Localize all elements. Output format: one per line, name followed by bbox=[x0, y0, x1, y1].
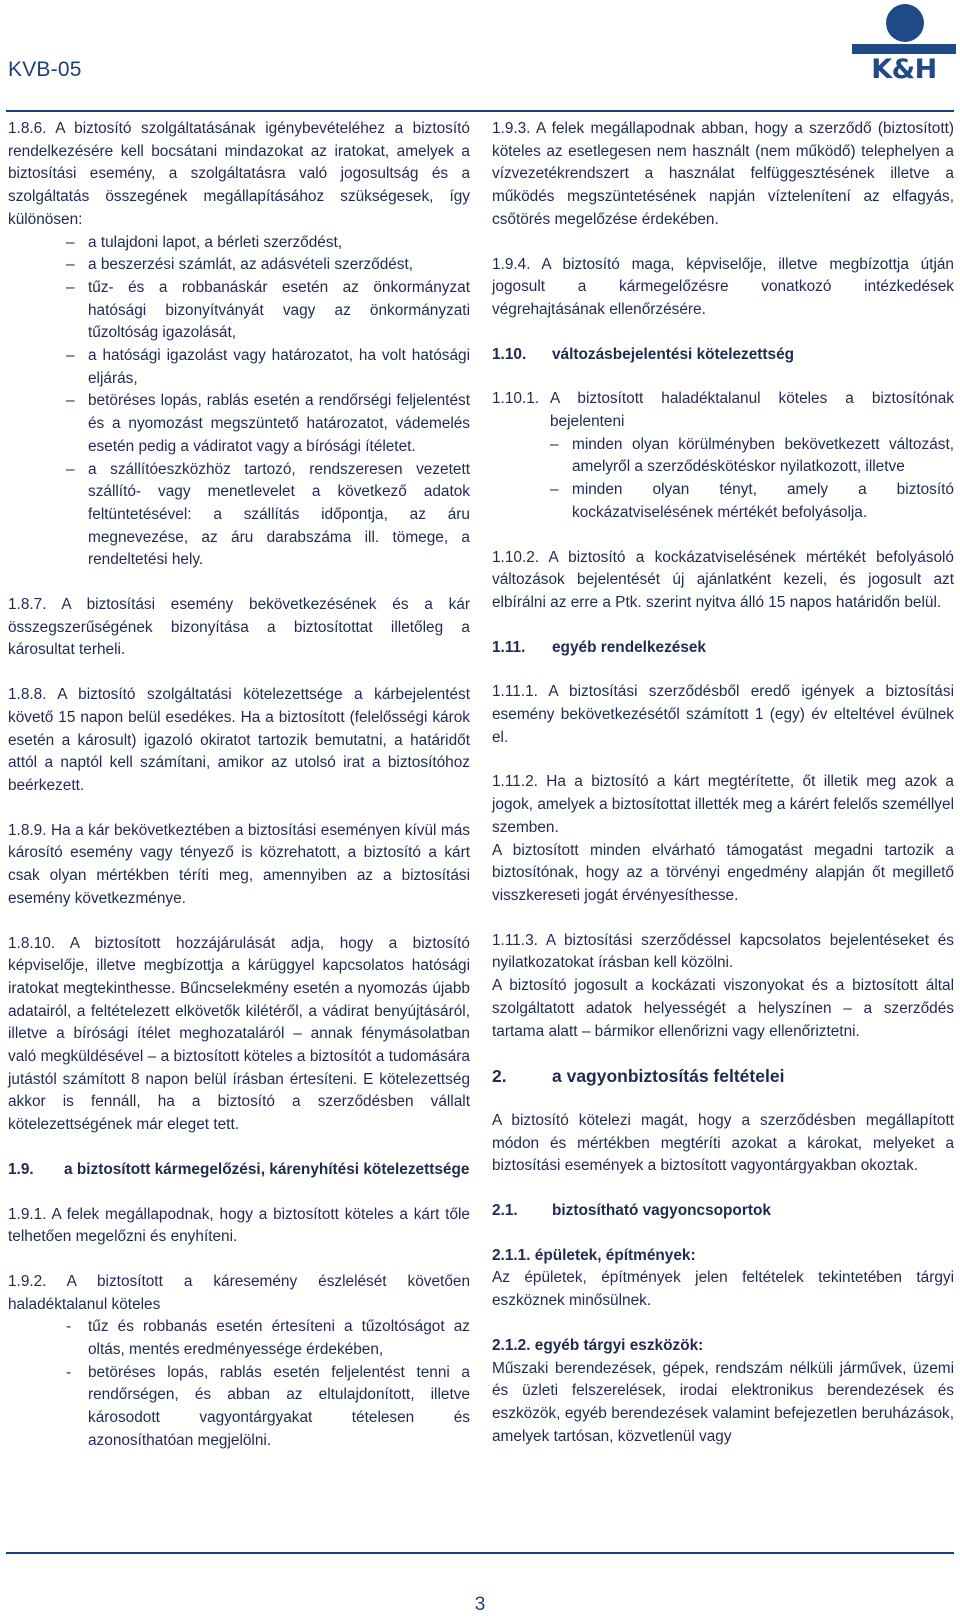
footer-divider bbox=[6, 1552, 954, 1554]
section-heading-1-10 bbox=[492, 344, 954, 367]
paragraph-2-1-1: Az épületek, építmények jelen feltételek tekintetében tárgyi eszköznek minősülnek. bbox=[492, 1269, 954, 1310]
list-item: – a hatósági igazolást vagy határozatot, ha volt hatósági eljárás, bbox=[8, 345, 470, 390]
subsection-heading-2-1-2: 2.1.2. egyéb tárgyi eszközök: bbox=[492, 1336, 704, 1354]
logo-wordmark: K&H bbox=[871, 54, 937, 85]
paragraph-1-11-3: 1.11.3. A biztosítási szerződéssel kapcsolatos bejelentéseket és nyilatkozatokat írásban kell közölni. bbox=[492, 931, 954, 972]
section-number: 1.11. bbox=[492, 638, 526, 656]
section-number: 1.10. bbox=[492, 345, 527, 363]
paragraph-1-9-1: 1.9.1. A felek megállapodnak, hogy a biztosított köteles a kárt tőle telhetően megelőzni és enyhíteni. bbox=[8, 1205, 470, 1246]
section-heading-1-11 bbox=[492, 637, 954, 660]
paragraph-1-9-4: 1.9.4. A biztosító maga, képviselője, illetve megbízottja útján jogosult a kármegelőzésre vonatkozó intézkedések végrehajtásának ellenőrzésére. bbox=[492, 255, 954, 318]
section-title: a biztosított kármegelőzési, kárenyhítési kötelezettsége bbox=[64, 1160, 470, 1178]
paragraph-1-8-10: 1.8.10. A biztosított hozzájárulását adja, hogy a biztosító képviselője, illetve megbízottja a kárüggyel kapcsolatos hatósági iratokat megtekinthesse. Bűncselekmény esetén a nyomozás újabb adatairól, a feltételezett elkövetők kilétéről, a vádirat benyújtásáról, illetve a bírósági ítélet meghozataláról – annak fénymásolatban való megküldésével – a biztosított köteles a biztosítót a tudomására jutástól számított 8 napon belül írásban értesíteni. E kötelezettség akkor is fennáll, ha a biztosító a szerződésben vállalt kötelezettségének már eleget tett. bbox=[8, 934, 470, 1134]
paragraph-1-8-9: 1.8.9. Ha a kár bekövetkeztében a biztosítási eseményen kívül más károsító esemény vagy tényező is közrehatott, a biztosító a kárt csak olyan mértékben téríti meg, amennyiben az a biztosítási esemény következménye. bbox=[8, 821, 470, 907]
section-heading-1-9 bbox=[8, 1159, 470, 1182]
list-item: – betöréses lopás, rablás esetén a rendőrségi feljelentést és a nyomozást megszüntető határozatot, vádemelés esetén pedig a vádiratot vagy a bírósági ítéletet. bbox=[8, 390, 470, 458]
paragraph-1-10-1 bbox=[492, 388, 954, 433]
paragraph-1-9-2: 1.9.2. A biztosított a káresemény észlelését követően haladéktalanul köteles bbox=[8, 1272, 470, 1313]
list-item: - betöréses lopás, rablás esetén feljelentést tenni a rendőrségen, és abban az eltulajdonított, illetve károsodott vagyontárgyakat tételesen és azonosíthatóan megjelölni. bbox=[8, 1362, 470, 1453]
paragraph-1-11-2: 1.11.2. Ha a biztosító a kárt megtérítette, őt illetik meg azok a jogok, amelyek a biztosítottat illették meg a kárért felelős személlyel szemben. bbox=[492, 773, 954, 836]
obligations-list bbox=[8, 1316, 470, 1452]
list-item: – a szállítóeszközhöz tartozó, rendszeresen vezetett szállító- vagy menetlevelet a következő adatok feltüntetésével: a szállítás időpontja, az áru megnevezése, az áru darabszáma ill. tömege, a rendeltetési hely. bbox=[8, 459, 470, 573]
section-heading-2 bbox=[492, 1065, 954, 1088]
paragraph-1-8-8: 1.8.8. A biztosító szolgáltatási kötelezettsége a kárbejelentést követő 15 napon belül esedékes. Ha a biztosított (felelősségi károk esetén a károsult) igazoló okiratot tartozik bemutatni, a határidőt attól a naptól kell számítani, amikor az utolsó irat a biztosítóhoz beérkezett. bbox=[8, 686, 470, 794]
left-column bbox=[8, 118, 470, 1475]
paragraph-text: A biztosított haladéktalanul köteles a biztosítónak bejelenteni bbox=[550, 390, 954, 431]
paragraph-number: 1.10.1. bbox=[492, 390, 540, 408]
subsection-heading-2-1-1: 2.1.1. épületek, építmények: bbox=[492, 1246, 696, 1264]
paragraph-1-11-2-cont: A biztosított minden elvárható támogatást megadni tartozik a biztosítónak, hogy az a törvényi engedmény alapján őt megillető visszkereseti jogát érvényesíthesse. bbox=[492, 841, 954, 904]
paragraph-1-8-6: 1.8.6. A biztosító szolgáltatásának igénybevételéhez a biztosító rendelkezésére kell bocsátani mindazokat az iratokat, amelyek a biztosítási esemény, a szolgáltatásra való jogosultság és a szolgáltatás összegének megállapításához szükségesek, így különösen: bbox=[8, 120, 470, 228]
list-item: – a tulajdoni lapot, a bérleti szerződést, bbox=[8, 232, 470, 255]
paragraph-2: A biztosító kötelezi magát, hogy a szerződésben megállapított módon és mértékben megtéríti azokat a károkat, melyeket a biztosítási események a biztosított vagyontárgyakban okoztak. bbox=[492, 1111, 954, 1175]
list-item: - tűz és robbanás esetén értesíteni a tűzoltóságot az oltás, mentés eredményessége érdekében, bbox=[8, 1316, 470, 1361]
paragraph-2-1-2: Műszaki berendezések, gépek, rendszám nélküli járművek, üzemi és üzleti felszerelések, irodai elektronikus berendezések és eszközök, egyéb berendezések valamint befejezetlen beruházások, amelyek tartósan, közvetlenül vagy bbox=[492, 1359, 954, 1445]
list-item: – a beszerzési számlát, az adásvételi szerződést, bbox=[8, 254, 470, 277]
paragraph-1-11-1: 1.11.1. A biztosítási szerződésből eredő igények a biztosítási esemény bekövetkezésétől számított 1 (egy) év elteltével évülnek el. bbox=[492, 683, 954, 746]
section-number: 2. bbox=[492, 1066, 507, 1087]
list-item: – minden olyan tényt, amely a biztosító kockázatviselésének mértékét befolyásolja. bbox=[492, 479, 954, 524]
paragraph-1-9-3: 1.9.3. A felek megállapodnak abban, hogy a szerződő (biztosított) köteles az esetlegesen nem használt (nem működő) telephelyen a vízvezetékrendszert a használat felfüggesztésének illetve a működés megszüntetésének napján víztelenítení az elfagyás, csőtörés megelőzése érdekében. bbox=[492, 120, 954, 228]
section-title: a vagyonbiztosítás feltételei bbox=[552, 1066, 785, 1087]
section-title: egyéb rendelkezések bbox=[552, 638, 706, 656]
bank-logo bbox=[852, 4, 956, 86]
header-divider bbox=[6, 110, 954, 112]
page-number: 3 bbox=[474, 1594, 486, 1615]
paragraph-1-10-2: 1.10.2. A biztosító a kockázatviselésének mértékét befolyásoló változások bejelentését új ajánlatként kezeli, és jogosult azt elbírálni az erre a Ptk. szerint nyitva álló 15 napos határidőn belül. bbox=[492, 548, 954, 611]
section-number: 2.1. bbox=[492, 1202, 518, 1220]
section-number: 1.9. bbox=[8, 1160, 34, 1178]
section-title: biztosítható vagyoncsoportok bbox=[552, 1202, 771, 1220]
list-item: – minden olyan körülményben bekövetkezett változást, amelyről a szerződéskötéskor nyilatkozott, illetve bbox=[492, 434, 954, 479]
logo-ball-icon bbox=[886, 4, 924, 42]
section-title: változásbejelentési kötelezettség bbox=[552, 345, 795, 363]
logo-bar bbox=[852, 44, 956, 54]
paragraph-1-8-7: 1.8.7. A biztosítási esemény bekövetkezésének és a kár összegszerűségének bizonyítása a biztosítottat illetőleg a károsultat terheli. bbox=[8, 596, 470, 659]
list-item: – tűz- és a robbanáskár esetén az önkormányzat hatósági bizonyítványát vagy az önkormányzati tűzoltóság igazolását, bbox=[8, 277, 470, 345]
right-column bbox=[492, 118, 954, 1470]
paragraph-1-11-3-cont: A biztosító jogosult a kockázati viszonyokat és a biztosított által szolgáltatott adatok helyességét a helyszínen – a szerződés tartama alatt – bármikor ellenőrizni vagy ellenőriztetni. bbox=[492, 977, 954, 1040]
document-code: KVB-05 bbox=[8, 58, 82, 81]
documents-list bbox=[8, 232, 470, 573]
section-heading-2-1 bbox=[492, 1200, 954, 1223]
change-notification-list bbox=[492, 434, 954, 525]
